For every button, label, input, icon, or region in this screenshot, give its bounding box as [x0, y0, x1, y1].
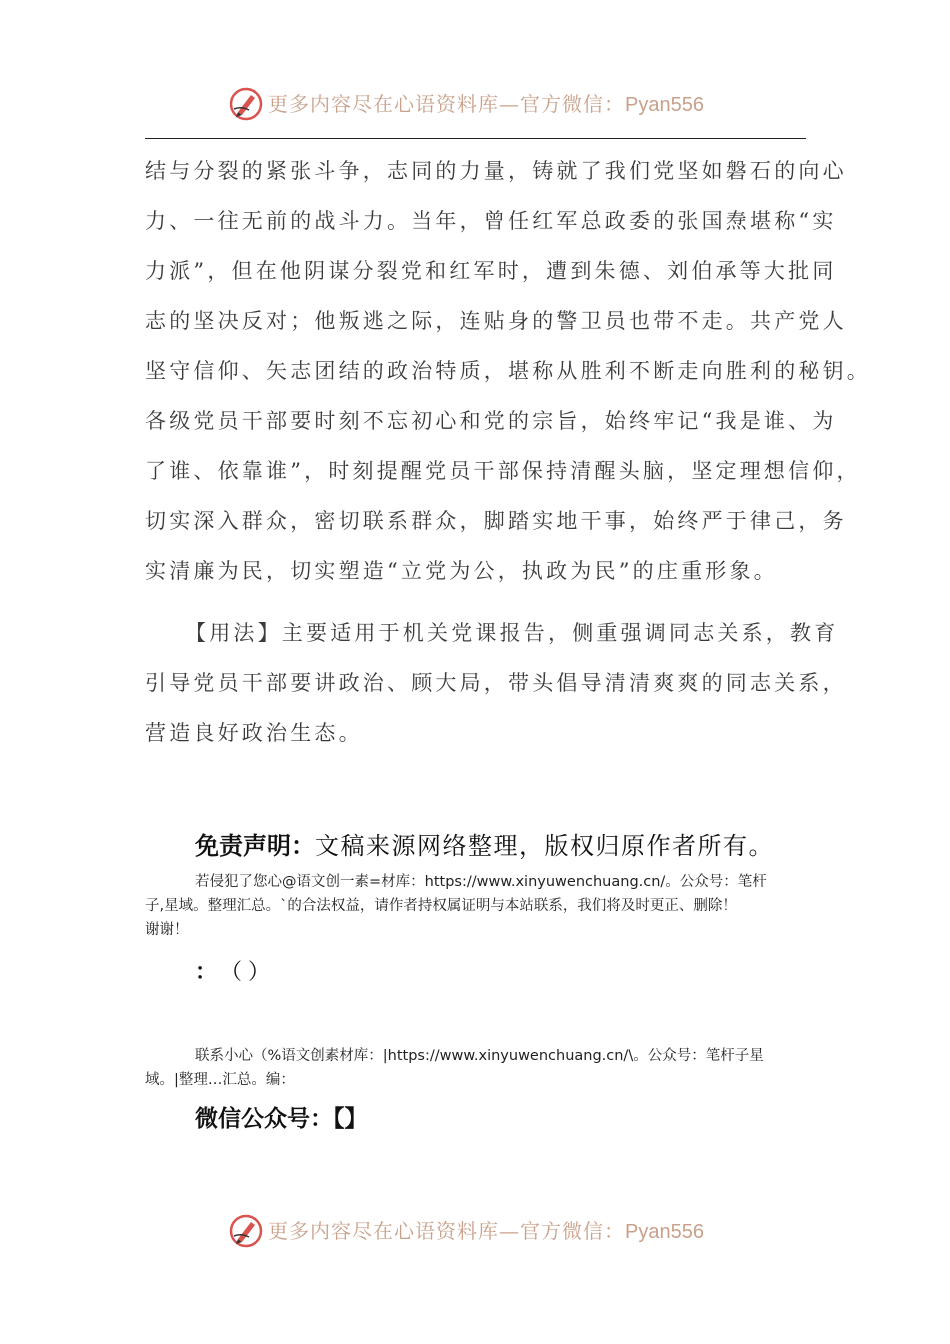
contact-notice: [145, 1044, 815, 1092]
notice-line: 子,星域。整理汇总。`的合法权益，请作者持权属证明与本站联系，我们将及时更正、删除！: [145, 898, 737, 914]
usage-line: 引导党员干部要讲政治、顾大局，带头倡导清清爽爽的同志关系，: [145, 671, 847, 695]
disclaimer-label: 免责声明：: [195, 832, 315, 860]
footer-banner-cn: 更多内容尽在心语资料库—官方微信：: [268, 1219, 625, 1243]
usage-line: 营造良好政治生态。: [145, 721, 363, 745]
footer-banner-id: Pyan556: [625, 1221, 704, 1243]
body-line: 坚守信仰、矢志团结的政治特质，堪称从胜利不断走向胜利的秘钥。: [145, 359, 871, 383]
header-banner-text: [268, 90, 704, 119]
pen-logo-icon: [229, 1214, 263, 1248]
disclaimer-text: 文稿来源网络整理，版权归原作者所有。: [315, 832, 774, 860]
pen-logo-icon: [229, 87, 263, 121]
notice-line: 若侵犯了您心@语文创一素=材库：https://www.xinyuwenchuang.cn/。公众号：笔杆: [195, 874, 767, 890]
footer-banner-text: [268, 1217, 704, 1246]
usage-line: 【用法】主要适用于机关党课报告，侧重强调同志关系，教育: [185, 621, 839, 645]
disclaimer-heading: [195, 826, 774, 861]
body-line: 实清廉为民，切实塑造“立党为公，执政为民”的庄重形象。: [145, 559, 778, 583]
footer-banner: [0, 1212, 950, 1252]
contact-line: 域。|整理…汇总。编：: [145, 1072, 295, 1088]
header-banner-id: Pyan556: [625, 94, 704, 116]
body-line: 力派”，但在他阴谋分裂党和红军时，遭到朱德、刘伯承等大批同: [145, 259, 837, 283]
contact-parens: （）: [231, 960, 277, 985]
body-line: 结与分裂的紧张斗争，志同的力量，铸就了我们党坚如磐石的向心: [145, 159, 847, 183]
wechat-account-heading: 微信公众号：【】: [195, 1106, 368, 1132]
body-line: 力、一往无前的战斗力。当年，曾任红军总政委的张国焘堪称“实: [145, 209, 837, 233]
header-banner: [0, 85, 950, 125]
contact-heading: [195, 955, 276, 986]
body-line: 志的坚决反对；他叛逃之际，连贴身的警卫员也带不走。共产党人: [145, 309, 847, 333]
body-line: 了谁、依靠谁”，时刻提醒党员干部保持清醒头脑，坚定理想信仰，: [145, 459, 861, 483]
body-line: 切实深入群众，密切联系群众，脚踏实地干事，始终严于律己，务: [145, 509, 847, 533]
usage-paragraph: [145, 608, 847, 758]
contact-colon: ：: [195, 960, 218, 985]
header-banner-cn: 更多内容尽在心语资料库—官方微信：: [268, 92, 625, 116]
contact-line: 联系小心（%语文创素材库：|https://www.xinyuwenchuang.cn/\。公众号：笔杆子星: [195, 1048, 764, 1064]
copyright-notice: [145, 870, 815, 942]
body-paragraph: [145, 146, 871, 596]
header-divider: [145, 138, 806, 139]
notice-line: 谢谢！: [145, 922, 189, 938]
body-line: 各级党员干部要时刻不忘初心和党的宗旨，始终牢记“我是谁、为: [145, 409, 837, 433]
